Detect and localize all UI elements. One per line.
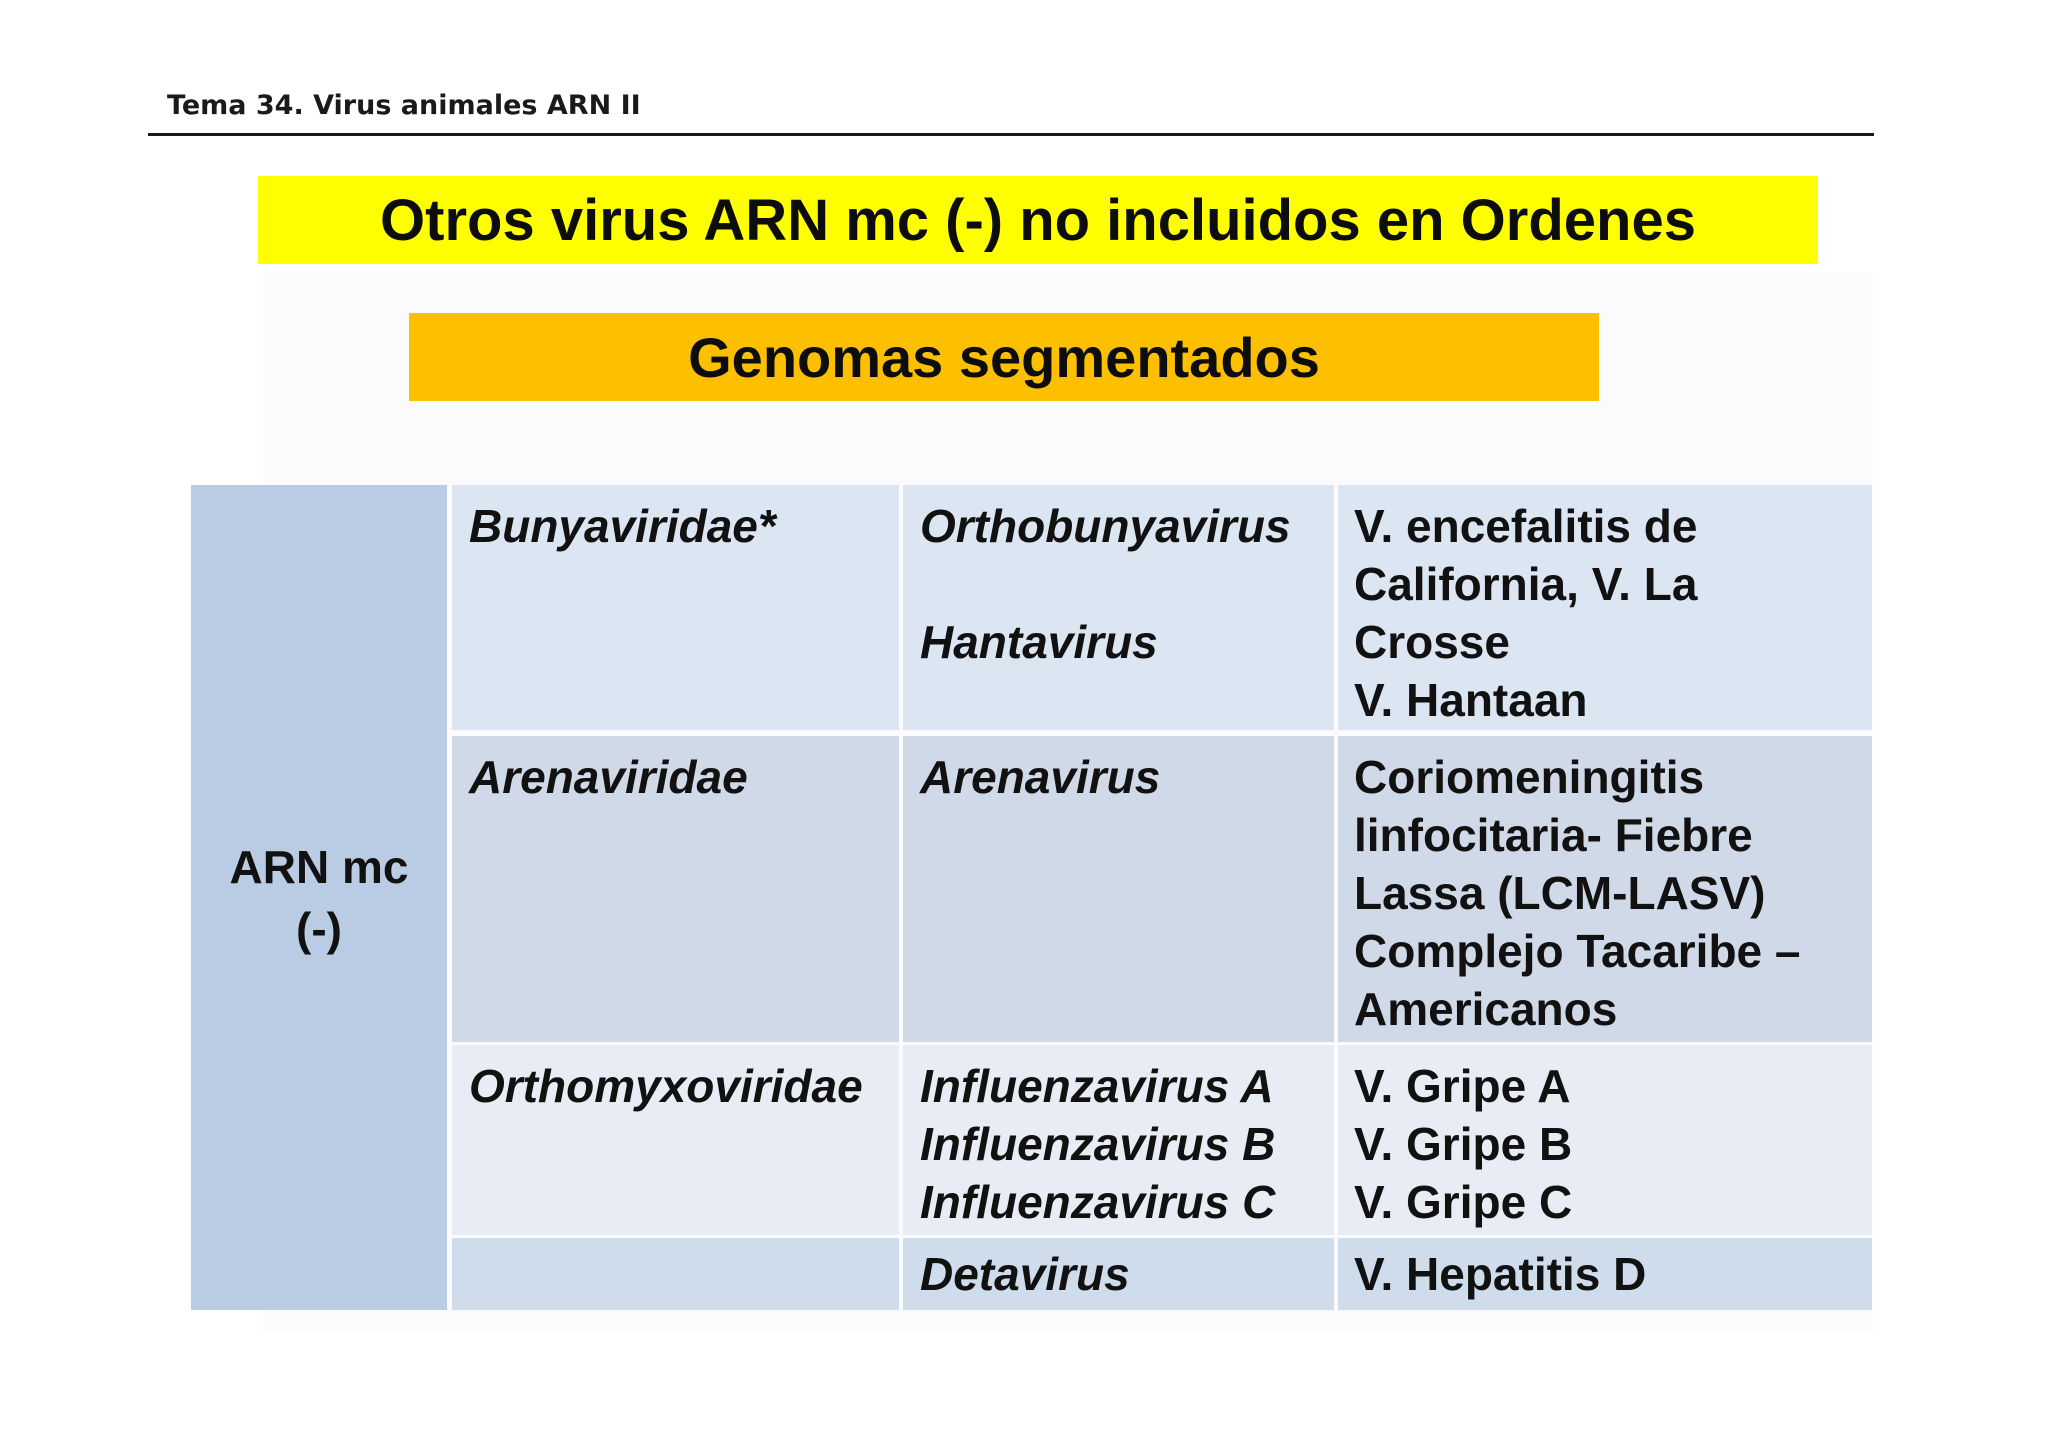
- family-cell: [452, 1045, 899, 1235]
- genus-cell: [903, 485, 1334, 730]
- genus-cell: [903, 1045, 1334, 1235]
- virus-cell: [1338, 485, 1872, 730]
- virus-cell: [1338, 1045, 1872, 1235]
- family-cell: [452, 485, 899, 730]
- virus-line: V. Gripe A: [1354, 1060, 1571, 1112]
- genus-name: Influenzavirus B: [920, 1118, 1276, 1170]
- virus-line: Complejo Tacaribe –: [1354, 925, 1801, 977]
- virus-line: linfocitaria- Fiebre: [1354, 809, 1753, 861]
- family-cell: [452, 736, 899, 1042]
- table-row: [452, 1238, 1872, 1310]
- virus-line: Coriomeningitis: [1354, 751, 1705, 803]
- genus-name: Orthobunyavirus: [920, 500, 1291, 552]
- slide-subtitle-banner: [409, 313, 1599, 401]
- family-name: Orthomyxoviridae: [469, 1060, 863, 1112]
- virus-line: V. Hantaan: [1354, 674, 1588, 726]
- virus-line: California, V. La: [1354, 558, 1698, 610]
- virus-cell: [1338, 736, 1872, 1042]
- genus-name: Arenavirus: [920, 751, 1161, 803]
- virus-line: V. Gripe C: [1354, 1176, 1573, 1228]
- header-divider: [148, 133, 1874, 136]
- slide-title-banner: [258, 176, 1818, 264]
- virus-line: Crosse: [1354, 616, 1510, 668]
- table-row: [452, 485, 1872, 730]
- document-header-title: Tema 34. Virus animales ARN II: [167, 90, 641, 121]
- slide-title: Otros virus ARN mc (-) no incluidos en Ordenes: [380, 187, 1696, 253]
- family-name: Bunyaviridae*: [469, 500, 776, 552]
- group-label: ARN mc (-): [229, 840, 409, 955]
- virus-line: V. encefalitis de: [1354, 500, 1698, 552]
- slide-subtitle: Genomas segmentados: [688, 325, 1320, 389]
- family-cell: [452, 1238, 899, 1310]
- family-name: Arenaviridae: [469, 751, 748, 803]
- virus-line: Americanos: [1354, 983, 1618, 1035]
- genus-name: Detavirus: [920, 1248, 1130, 1300]
- virus-line: V. Gripe B: [1354, 1118, 1573, 1170]
- virus-cell: [1338, 1238, 1872, 1310]
- genus-name: Influenzavirus C: [920, 1176, 1276, 1228]
- virus-line: V. Hepatitis D: [1354, 1248, 1647, 1300]
- table-group-cell: [191, 485, 447, 1310]
- genus-name: Influenzavirus A: [920, 1060, 1274, 1112]
- virus-line: Lassa (LCM-LASV): [1354, 867, 1766, 919]
- genus-name: Hantavirus: [920, 616, 1158, 668]
- genus-spacer: [920, 555, 1320, 613]
- genus-cell: [903, 1238, 1334, 1310]
- table-row: [452, 1045, 1872, 1235]
- genus-cell: [903, 736, 1334, 1042]
- table-row: [452, 736, 1872, 1042]
